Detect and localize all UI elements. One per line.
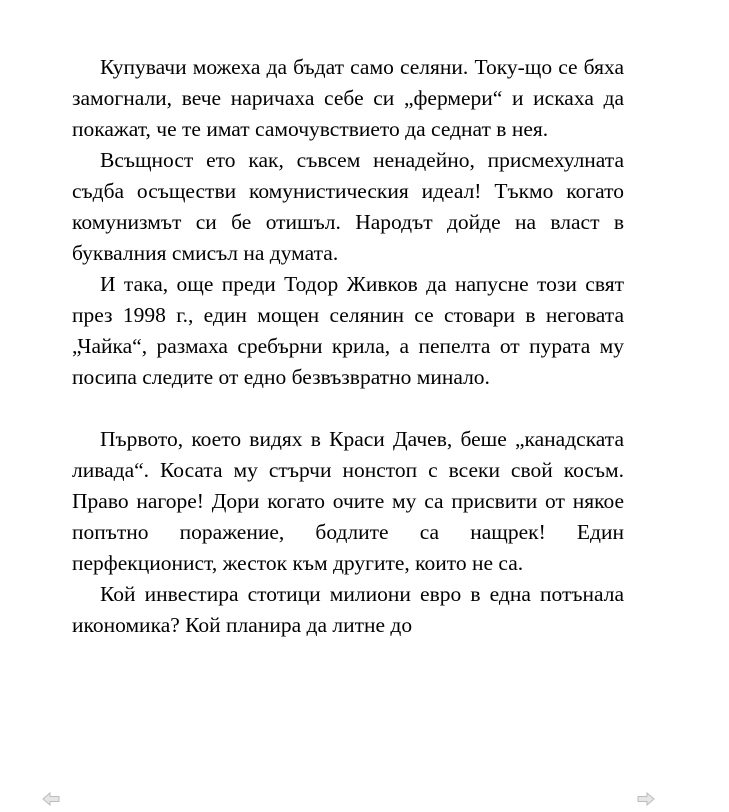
paragraph-5: Кой инвестира стотици милиони евро в една потънала икономика? Кой планира да литне до [72,582,624,637]
paragraph-4: Първото, което видях в Краси Дачев, беше „канадската ливада“. Косата му стърчи нонстоп с всеки свой косъм. Право нагоре! Дори когато очите му са присвити от някое попътно поражение, бодлите са нащрек! Един перфекционист, жесток към другите, които не са. [72,427,624,575]
next-page-button[interactable] [637,792,655,806]
document-page [72,52,624,641]
arrow-left-icon [42,792,60,806]
paragraph-3: И така, още преди Тодор Живков да напусне този свят през 1998 г., един мощен селянин се стовари в неговата „Чайка“, размаха сребърни крила, а пепелта от пурата му посипа следите от едно безвъзвратно минало. [72,272,624,389]
paragraph-1: Купувачи можеха да бъдат само селяни. Току-що се бяха замогнали, вече наричаха себе си „фермери“ и искаха да покажат, че те имат самочувствието да седнат в нея. [72,55,624,141]
arrow-right-icon [637,792,655,806]
section-break [72,393,624,424]
paragraph-2: Всъщност ето как, съвсем ненадейно, присмехулната съдба осъществи комунистическия идеал! Тъкмо когато комунизмът си бе отишъл. Народът дойде на власт в буквалния смисъл на думата. [72,148,624,265]
previous-page-button[interactable] [42,792,60,806]
